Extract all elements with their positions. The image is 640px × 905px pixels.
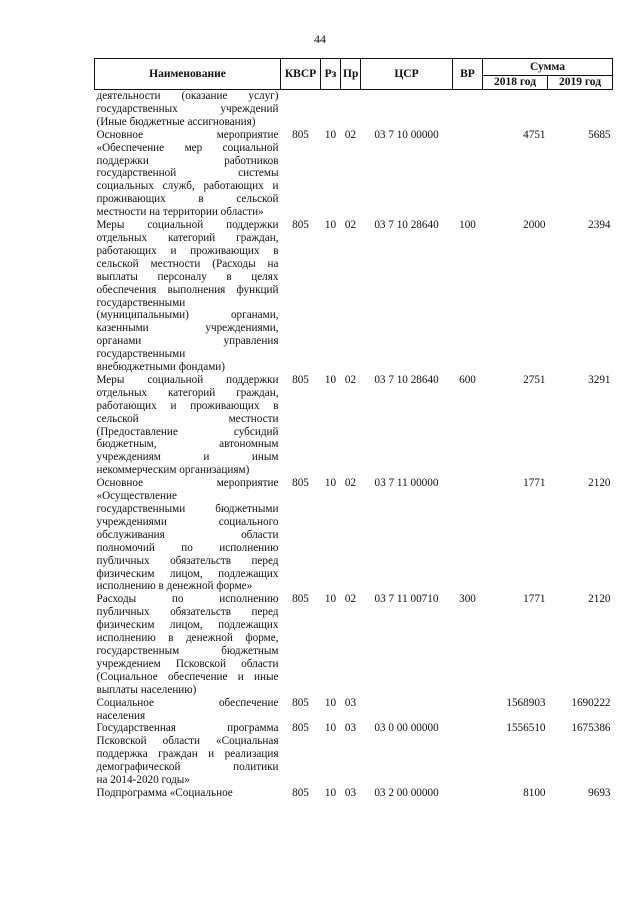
row-sum-2018 [483, 90, 548, 129]
row-csr [361, 90, 453, 129]
table-row [95, 129, 613, 219]
row-sum-2018: 4751 [523, 128, 546, 141]
row-name-line: работающих и проживающих в [96, 244, 279, 257]
row-pr [341, 90, 361, 129]
row-name-line: полномочий по исполнению [96, 541, 279, 554]
row-name-line: государственными [96, 296, 186, 309]
row-name-line: Псковской области «Социальная [96, 735, 279, 748]
row-vr [453, 477, 483, 593]
row-vr: 100 [459, 219, 476, 232]
row-kvsr: 805 [292, 219, 309, 232]
row-name-line: поддержка граждан и реализация [96, 748, 279, 761]
row-kvsr: 805 [292, 786, 309, 799]
row-name-line: исполнению в денежной форме, [96, 632, 279, 645]
row-vr [453, 129, 483, 219]
row-csr: 03 7 11 00000 [374, 477, 439, 490]
row-name [95, 129, 281, 219]
header-vr: ВР [453, 59, 483, 90]
row-name-line: Меры социальной поддержки [96, 373, 279, 386]
row-rz: 10 [324, 128, 337, 141]
row-name-line: на 2014-2020 годы» [96, 774, 190, 787]
row-name-line: Государственная программа [96, 722, 279, 735]
row-name-line: исполнению в денежной форме» [96, 580, 253, 593]
budget-table [94, 58, 613, 800]
row-name [95, 477, 281, 593]
header-name: Наименование [95, 59, 281, 90]
row-sum-2019: 3291 [588, 373, 611, 386]
row-name [95, 374, 281, 477]
row-csr: 03 7 10 00000 [374, 128, 439, 141]
row-name-line: поддержки работников [96, 154, 279, 167]
row-pr: 03 [344, 696, 357, 709]
row-name-line: отдельных категорий граждан, [96, 231, 279, 244]
row-rz: 10 [324, 373, 337, 386]
row-name [95, 219, 281, 374]
row-name-line: физическим лицом, подлежащих [96, 567, 279, 580]
row-name-line: Основное мероприятие [96, 128, 279, 141]
row-name-line: некоммерческим организациям) [96, 464, 250, 477]
row-name-line: казенными учреждениями, [96, 322, 279, 335]
row-kvsr: 805 [292, 373, 309, 386]
row-name [95, 90, 281, 129]
row-kvsr: 805 [292, 696, 309, 709]
row-name-line: Меры социальной поддержки [96, 219, 279, 232]
row-csr: 03 0 00 00000 [374, 722, 439, 735]
row-name-line: сельской местности [96, 412, 279, 425]
table-row [95, 787, 613, 800]
row-name-line: выплаты персоналу в целях [96, 270, 279, 283]
row-sum-2019: 9693 [588, 786, 611, 799]
row-rz: 10 [324, 696, 337, 709]
row-kvsr [281, 90, 321, 129]
row-pr: 02 [344, 128, 357, 141]
header-2018: 2018 год [483, 76, 548, 90]
row-name-line: «Обеспечение мер социальной [96, 141, 279, 154]
row-sum-2018: 1568903 [506, 696, 546, 709]
row-kvsr: 805 [292, 722, 309, 735]
page-number: 44 [314, 32, 326, 46]
row-name-line: сельской местности (Расходы на [96, 257, 279, 270]
row-pr: 02 [344, 477, 357, 490]
row-name-line: органами управления [96, 335, 279, 348]
row-sum-2018: 1556510 [506, 722, 546, 735]
row-kvsr: 805 [292, 477, 309, 490]
row-name-line: местности на территории области» [96, 206, 264, 219]
row-name-line: учреждениям и иным [96, 451, 279, 464]
row-name-line: обслуживания области [96, 528, 279, 541]
row-csr: 03 7 10 28640 [374, 373, 439, 386]
row-sum-2018: 1771 [523, 477, 546, 490]
row-pr: 02 [344, 373, 357, 386]
row-name-line: проживающих в сельской [96, 193, 279, 206]
row-sum-2019: 2394 [588, 219, 611, 232]
row-sum-2019: 1675386 [571, 722, 611, 735]
row-name-line: обеспечения выполнения функций [96, 283, 279, 296]
row-name-line: деятельности (оказание услуг) [96, 90, 279, 102]
row-vr: 600 [459, 373, 476, 386]
row-kvsr: 805 [292, 128, 309, 141]
table-row [95, 374, 613, 477]
row-name-line: публичных обязательств перед [96, 554, 279, 567]
row-sum-2018: 8100 [523, 786, 546, 799]
row-name-line: работающих и проживающих в [96, 399, 279, 412]
table-row [95, 477, 613, 593]
row-name-line: бюджетным, автономным [96, 438, 279, 451]
row-sum-2018: 1771 [523, 593, 546, 606]
row-vr [453, 787, 483, 800]
row-pr: 03 [344, 722, 357, 735]
row-name-line: государственными бюджетными [96, 503, 279, 515]
row-name-line: государственной системы [96, 167, 279, 180]
row-name [95, 697, 281, 723]
table-row [95, 219, 613, 374]
row-name-line: (Социальное обеспечение и иные [96, 670, 279, 683]
row-name-line: государственным бюджетным [96, 644, 279, 657]
row-name-line: публичных обязательств перед [96, 606, 279, 619]
table-row [95, 697, 613, 723]
row-csr: 03 2 00 00000 [374, 786, 439, 799]
row-name-line: населения [96, 709, 146, 722]
row-sum-2019 [548, 90, 613, 129]
header-kvsr: КВСР [281, 59, 321, 90]
row-name-line: государственными [96, 348, 186, 361]
row-csr [361, 697, 453, 723]
table-row [95, 593, 613, 696]
row-sum-2019: 2120 [588, 593, 611, 606]
row-name-line: социальных служб, работающих и [96, 180, 279, 193]
row-name-line: Основное мероприятие [96, 477, 279, 490]
row-name [95, 722, 281, 787]
row-name-line: выплаты населению) [96, 683, 197, 696]
header-rz: Рз [321, 59, 341, 90]
header-sum: Сумма [483, 59, 613, 76]
row-name-line: Расходы по исполнению [96, 593, 279, 606]
header-pr: Пр [341, 59, 361, 90]
row-csr: 03 7 10 28640 [374, 219, 439, 232]
row-rz: 10 [324, 477, 337, 490]
row-rz [321, 90, 341, 129]
row-pr: 03 [344, 786, 357, 799]
row-sum-2018: 2751 [523, 373, 546, 386]
row-name-line: внебюджетными фондами) [96, 361, 225, 374]
row-sum-2019: 5685 [588, 128, 611, 141]
row-name-line: физическим лицом, подлежащих [96, 619, 279, 632]
row-vr [453, 90, 483, 129]
row-pr: 02 [344, 219, 357, 232]
row-csr: 03 7 11 00710 [374, 593, 439, 606]
row-vr [453, 722, 483, 787]
row-name [95, 593, 281, 696]
row-rz: 10 [324, 722, 337, 735]
row-sum-2019: 2120 [588, 477, 611, 490]
row-name-line: учреждением Псковской области [96, 657, 279, 670]
row-name-line: демографической политики [96, 761, 279, 774]
row-name-line: «Осуществление [96, 490, 177, 503]
row-name-line: Подпрограмма «Социальное [96, 786, 233, 799]
row-name-line: учреждениями социального [96, 515, 279, 528]
row-name [95, 787, 281, 800]
row-rz: 10 [324, 593, 337, 606]
header-2019: 2019 год [548, 76, 613, 90]
row-name-line: отдельных категорий граждан, [96, 386, 279, 399]
row-pr: 02 [344, 593, 357, 606]
row-name-line: (Иные бюджетные ассигнования) [96, 115, 256, 128]
row-name-line: Социальное обеспечение [96, 696, 279, 709]
row-vr [453, 697, 483, 723]
header-csr: ЦСР [361, 59, 453, 90]
table-row [95, 90, 613, 129]
row-name-line: государственных учреждений [96, 102, 279, 115]
table-body [95, 90, 613, 800]
row-name-line: (Предоставление субсидий [96, 425, 279, 438]
row-rz: 10 [324, 219, 337, 232]
table-row [95, 722, 613, 787]
row-rz: 10 [324, 786, 337, 799]
row-kvsr: 805 [292, 593, 309, 606]
row-vr: 300 [459, 593, 476, 606]
row-name-line: (муниципальными) органами, [96, 309, 279, 322]
row-sum-2018: 2000 [523, 219, 546, 232]
row-sum-2019: 1690222 [571, 696, 611, 709]
